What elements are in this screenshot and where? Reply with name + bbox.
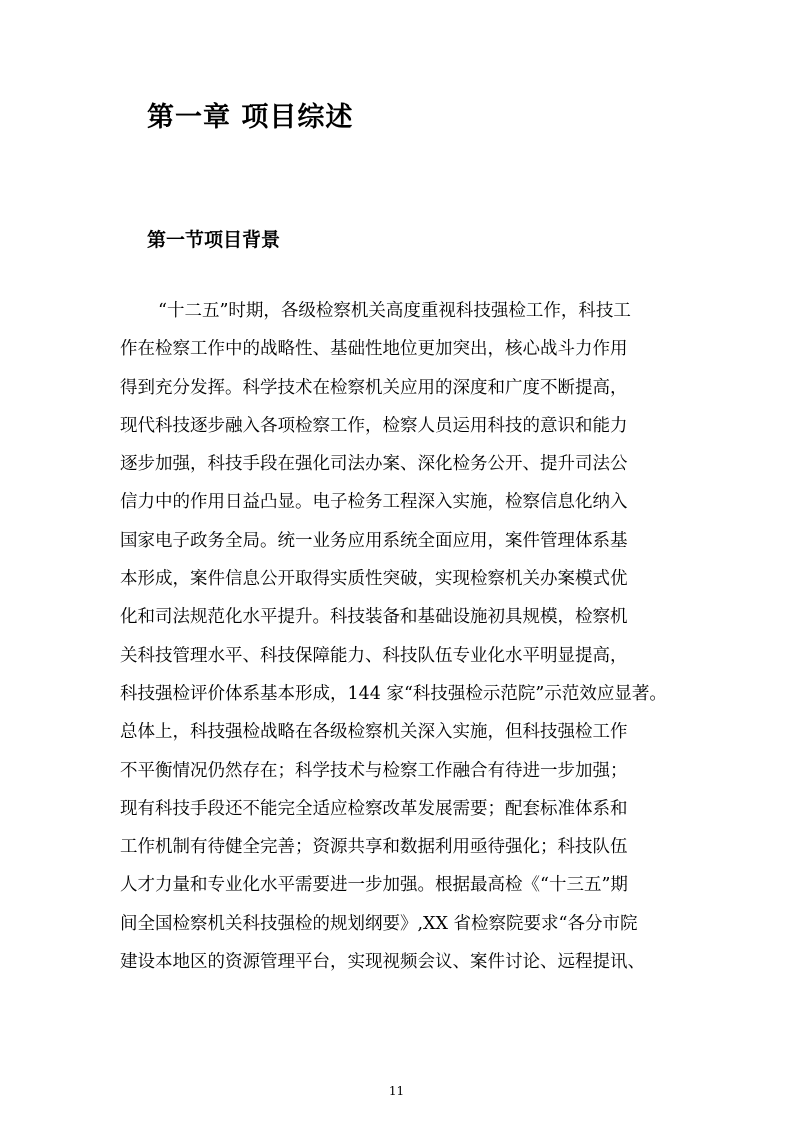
paragraph-line: 现有科技手段还不能完全适应检察改革发展需要；配套标准体系和	[120, 798, 628, 819]
section-title: 第一节项目背景	[147, 229, 281, 251]
paragraph-line: 间全国检察机关科技强检的规划纲要》,XX 省检察院要求“各分市院	[120, 913, 638, 934]
paragraph-line: 国家电子政务全局。统一业务应用系统全面应用，案件管理体系基	[120, 530, 628, 551]
paragraph-line: 化和司法规范化水平提升。科技装备和基础设施初具规模，检察机	[120, 607, 628, 628]
paragraph-line: 作在检察工作中的战略性、基础性地位更加突出，核心战斗力作用	[120, 339, 628, 360]
paragraph-line: 得到充分发挥。科学技术在检察机关应用的深度和广度不断提高，	[120, 377, 628, 398]
chapter-title: 第一章 项目综述	[147, 102, 354, 133]
paragraph-line: 科技强检评价体系基本形成，144 家“科技强检示范院”示范效应显著。	[120, 683, 667, 704]
paragraph-line: 工作机制有待健全完善；资源共享和数据利用亟待强化；科技队伍	[120, 837, 628, 858]
paragraph-line: “十二五”时期，各级检察机关高度重视科技强检工作，科技工	[158, 301, 631, 321]
paragraph-line: 逐步加强，科技手段在强化司法办案、深化检务公开、提升司法公	[120, 454, 628, 475]
body-paragraph	[120, 292, 680, 981]
paragraph-line: 建设本地区的资源管理平台，实现视频会议、案件讨论、远程提讯、	[120, 952, 645, 973]
paragraph-line: 现代科技逐步融入各项检察工作，检察人员运用科技的意识和能力	[120, 415, 628, 436]
paragraph-line: 总体上，科技强检战略在各级检察机关深入实施，但科技强检工作	[120, 722, 628, 743]
paragraph-line: 不平衡情况仍然存在；科学技术与检察工作融合有待进一步加强；	[120, 760, 628, 781]
paragraph-line: 关科技管理水平、科技保障能力、科技队伍专业化水平明显提高，	[120, 645, 628, 666]
paragraph-line: 本形成，案件信息公开取得实质性突破，实现检察机关办案模式优	[120, 569, 628, 590]
page-number: 11	[388, 1084, 405, 1098]
paragraph-line: 人才力量和专业化水平需要进一步加强。根据最高检《“十三五”期	[120, 875, 628, 896]
paragraph-line: 信力中的作用日益凸显。电子检务工程深入实施，检察信息化纳入	[120, 492, 628, 513]
